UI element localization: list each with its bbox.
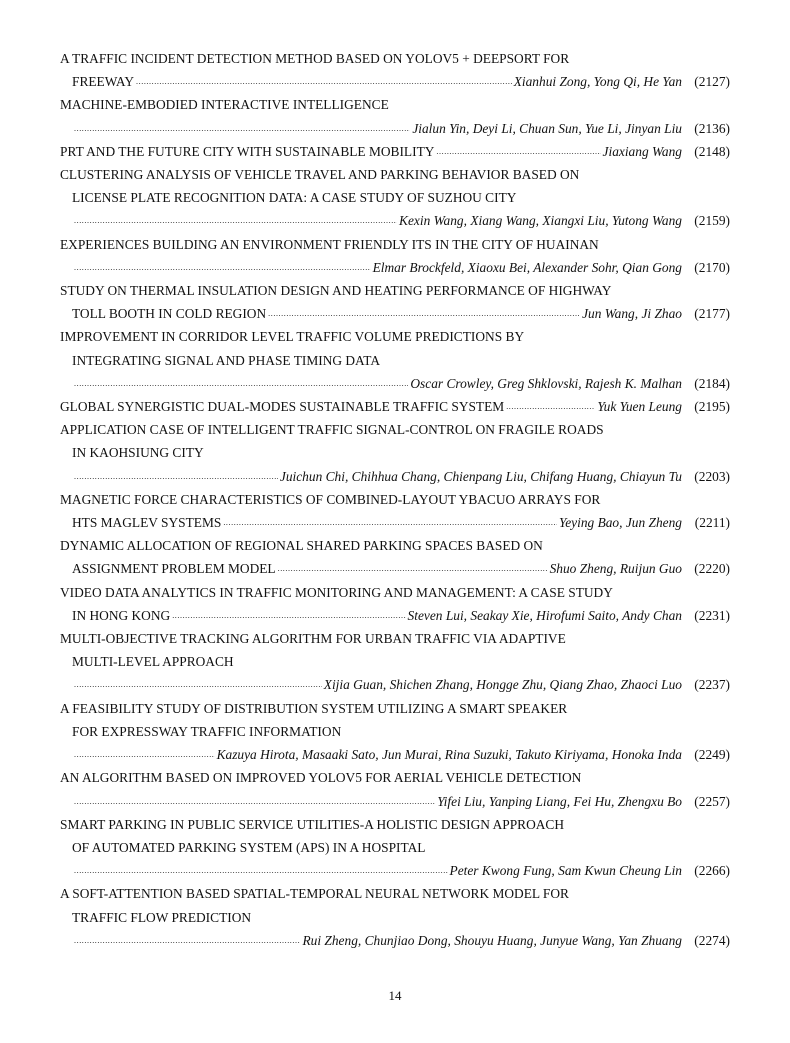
- entry-authors: Yuk Yuen Leung: [597, 399, 682, 415]
- table-of-contents: [60, 47, 730, 952]
- toc-entry: [60, 93, 730, 139]
- entry-title-line: A FEASIBILITY STUDY OF DISTRIBUTION SYSTEM UTILIZING A SMART SPEAKER: [60, 700, 568, 716]
- entry-title-line: AN ALGORITHM BASED ON IMPROVED YOLOV5 FOR AERIAL VEHICLE DETECTION: [60, 770, 582, 786]
- toc-entry: [60, 488, 730, 534]
- entry-title-line: MULTI-OBJECTIVE TRACKING ALGORITHM FOR URBAN TRAFFIC VIA ADAPTIVE: [60, 631, 566, 647]
- entry-title-line: A TRAFFIC INCIDENT DETECTION METHOD BASED ON YOLOV5 + DEEPSORT FOR: [60, 51, 570, 66]
- dot-leader: [74, 264, 371, 272]
- entry-author-line: [60, 511, 730, 534]
- entry-author-line: [60, 465, 730, 488]
- dot-leader: [436, 148, 600, 156]
- entry-title-line: INTEGRATING SIGNAL AND PHASE TIMING DATA: [72, 352, 381, 368]
- entry-author-line: [60, 790, 730, 813]
- toc-entry: [60, 47, 730, 93]
- dot-leader: [74, 125, 410, 133]
- entry-page-number: (2148): [694, 143, 730, 159]
- dot-leader: [74, 751, 215, 759]
- entry-title-line: IN KAOHSIUNG CITY: [72, 445, 204, 461]
- entry-author-line: [60, 117, 730, 140]
- entry-page-number: (2184): [694, 375, 730, 391]
- entry-page-number: (2159): [694, 213, 730, 229]
- dot-leader: [74, 867, 448, 875]
- entry-authors: Jiaxiang Wang: [602, 143, 682, 159]
- entry-title-line: MULTI-LEVEL APPROACH: [72, 654, 234, 670]
- entry-title-tail: FREEWAY: [72, 74, 135, 90]
- toc-entry: [60, 766, 730, 812]
- entry-authors: Jun Wang, Ji Zhao: [582, 306, 682, 322]
- entry-title-line: TRAFFIC FLOW PREDICTION: [72, 909, 252, 925]
- toc-entry: [60, 279, 730, 325]
- entry-title-line: SMART PARKING IN PUBLIC SERVICE UTILITIES-A HOLISTIC DESIGN APPROACH: [60, 816, 565, 832]
- entry-title-line: MACHINE-EMBODIED INTERACTIVE INTELLIGENCE: [60, 97, 389, 113]
- entry-page-number: (2177): [694, 306, 730, 322]
- entry-title-line: OF AUTOMATED PARKING SYSTEM (APS) IN A HOSPITAL: [72, 839, 426, 855]
- entry-author-line: [60, 256, 730, 279]
- entry-authors: Rui Zheng, Chunjiao Dong, Shouyu Huang, Junyue Wang, Yan Zhuang: [302, 932, 682, 948]
- entry-author-line: [60, 372, 730, 395]
- entry-page-number: (2170): [694, 259, 730, 275]
- entry-title-line: DYNAMIC ALLOCATION OF REGIONAL SHARED PARKING SPACES BASED ON: [60, 538, 543, 554]
- entry-title-line: CLUSTERING ANALYSIS OF VEHICLE TRAVEL AND PARKING BEHAVIOR BASED ON: [60, 167, 580, 183]
- entry-title-line: A SOFT-ATTENTION BASED SPATIAL-TEMPORAL NEURAL NETWORK MODEL FOR: [60, 886, 569, 902]
- entry-title-line: STUDY ON THERMAL INSULATION DESIGN AND HEATING PERFORMANCE OF HIGHWAY: [60, 283, 612, 299]
- entry-title-tail: TOLL BOOTH IN COLD REGION: [72, 306, 267, 322]
- dot-leader: [223, 519, 557, 527]
- entry-authors: Elmar Brockfeld, Xiaoxu Bei, Alexander Sohr, Qian Gong: [372, 259, 682, 275]
- toc-entry: [60, 882, 730, 952]
- entry-authors: Juichun Chi, Chihhua Chang, Chienpang Liu, Chifang Huang, Chiayun Tu: [279, 468, 682, 484]
- entry-author-line: [60, 140, 730, 163]
- entry-title-line: FOR EXPRESSWAY TRAFFIC INFORMATION: [72, 723, 342, 739]
- entry-author-line: [60, 70, 730, 93]
- entry-page-number: (2127): [694, 74, 730, 90]
- entry-author-line: [60, 209, 730, 232]
- entry-page-number: (2257): [694, 793, 730, 809]
- entry-author-line: [60, 929, 730, 952]
- entry-author-line: [60, 604, 730, 627]
- page-number: 14: [388, 988, 402, 1003]
- entry-author-line: [60, 302, 730, 325]
- toc-entry: [60, 140, 730, 163]
- entry-page-number: (2195): [694, 399, 730, 415]
- entry-authors: Shuo Zheng, Ruijun Guo: [549, 561, 682, 577]
- entry-page-number: (2211): [694, 515, 730, 531]
- entry-page-number: (2237): [694, 677, 730, 693]
- entry-page-number: (2231): [694, 607, 730, 623]
- entry-title-tail: IN HONG KONG: [72, 607, 171, 623]
- dot-leader: [172, 612, 405, 620]
- entry-page-number: (2203): [694, 468, 730, 484]
- toc-entry: [60, 233, 730, 279]
- entry-author-line: [60, 859, 730, 882]
- entry-authors: Yifei Liu, Yanping Liang, Fei Hu, Zhengxu Bo: [437, 793, 682, 809]
- entry-title-tail: HTS MAGLEV SYSTEMS: [72, 515, 222, 531]
- entry-title-line: LICENSE PLATE RECOGNITION DATA: A CASE STUDY OF SUZHOU CITY: [72, 190, 517, 206]
- dot-leader: [74, 217, 397, 225]
- entry-title-line: EXPERIENCES BUILDING AN ENVIRONMENT FRIENDLY ITS IN THE CITY OF HUAINAN: [60, 236, 599, 252]
- entry-author-line: [60, 673, 730, 696]
- entry-title-tail: ASSIGNMENT PROBLEM MODEL: [72, 561, 276, 577]
- entry-page-number: (2266): [694, 863, 730, 879]
- entry-authors: Oscar Crowley, Greg Shklovski, Rajesh K. Malhan: [410, 375, 682, 391]
- entry-title-line: MAGNETIC FORCE CHARACTERISTICS OF COMBINED-LAYOUT YBACUO ARRAYS FOR: [60, 491, 601, 507]
- toc-entry: [60, 163, 730, 233]
- toc-entry: [60, 697, 730, 767]
- entry-page-number: (2274): [694, 932, 730, 948]
- entry-author-line: [60, 557, 730, 580]
- toc-entry: [60, 325, 730, 395]
- entry-author-line: [60, 395, 730, 418]
- dot-leader: [278, 565, 548, 573]
- entry-page-number: (2220): [694, 561, 730, 577]
- entry-authors: Jialun Yin, Deyi Li, Chuan Sun, Yue Li, Jinyan Liu: [412, 120, 682, 136]
- entry-authors: Xijia Guan, Shichen Zhang, Hongge Zhu, Qiang Zhao, Zhaoci Luo: [323, 677, 682, 693]
- entry-title-tail: PRT AND THE FUTURE CITY WITH SUSTAINABLE MOBILITY: [60, 143, 435, 159]
- dot-leader: [74, 380, 408, 388]
- toc-entry: [60, 418, 730, 488]
- toc-entry: [60, 581, 730, 627]
- dot-leader: [268, 310, 580, 318]
- entry-authors: Yeying Bao, Jun Zheng: [559, 515, 682, 531]
- dot-leader: [74, 473, 278, 481]
- entry-title-line: IMPROVEMENT IN CORRIDOR LEVEL TRAFFIC VOLUME PREDICTIONS BY: [60, 329, 525, 345]
- dot-leader: [74, 937, 300, 945]
- entry-page-number: (2136): [694, 120, 730, 136]
- dot-leader: [506, 403, 595, 411]
- entry-authors: Xianhui Zong, Yong Qi, He Yan: [513, 74, 682, 90]
- toc-entry: [60, 395, 730, 418]
- entry-author-line: [60, 743, 730, 766]
- entry-authors: Kazuya Hirota, Masaaki Sato, Jun Murai, Rina Suzuki, Takuto Kiriyama, Honoka Inda: [216, 747, 682, 763]
- entry-authors: Steven Lui, Seakay Xie, Hirofumi Saito, Andy Chan: [407, 607, 682, 623]
- entry-title-tail: GLOBAL SYNERGISTIC DUAL-MODES SUSTAINABLE TRAFFIC SYSTEM: [60, 399, 505, 415]
- dot-leader: [136, 78, 512, 86]
- toc-entry: [60, 813, 730, 883]
- entry-authors: Kexin Wang, Xiang Wang, Xiangxi Liu, Yutong Wang: [399, 213, 682, 229]
- entry-title-line: VIDEO DATA ANALYTICS IN TRAFFIC MONITORING AND MANAGEMENT: A CASE STUDY: [60, 584, 613, 600]
- dot-leader: [74, 681, 322, 689]
- entry-title-line: APPLICATION CASE OF INTELLIGENT TRAFFIC SIGNAL-CONTROL ON FRAGILE ROADS: [60, 422, 604, 438]
- entry-page-number: (2249): [694, 747, 730, 763]
- dot-leader: [74, 798, 435, 806]
- toc-entry: [60, 627, 730, 697]
- toc-entry: [60, 534, 730, 580]
- entry-authors: Peter Kwong Fung, Sam Kwun Cheung Lin: [449, 863, 682, 879]
